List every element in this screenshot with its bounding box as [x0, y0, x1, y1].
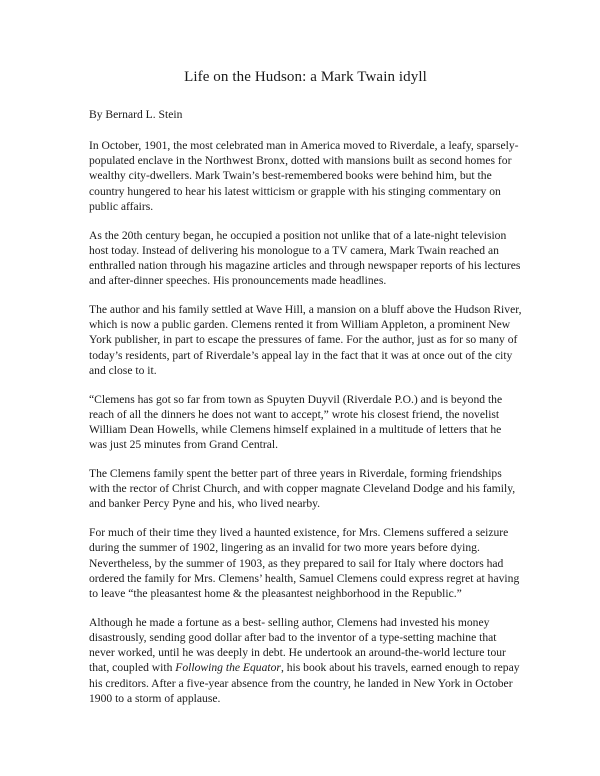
paragraph-7-text-start: Although he made a fortune as a best- selling author, Clemens had invested his money disastrously, sending good dollar after bad to the inventor of a type-setting machine that never worked, until he was deeply in debt. He undertook an around-the-world lecture tour that, coupled with [89, 615, 506, 675]
paragraph-5: The Clemens family spent the better part of three years in Riverdale, forming friendships with the rector of Christ Church, and with copper magnate Cleveland Dodge and his family, and banker Percy Pyne and his, who lived nearby. [89, 467, 516, 511]
paragraph-6: For much of their time they lived a haunted existence, for Mrs. Clemens suffered a seizure during the summer of 1902, lingering as an invalid for two more years before dying. Nevertheless, by the summer of 1903, as they prepared to sail for Italy where doctors had ordered the family for Mrs. Clemens’ health, Samuel Clemens could express regret at having to leave “the pleasantest home & the pleasantest neighborhood in the Republic.” [89, 526, 520, 601]
paragraph-2: As the 20th century began, he occupied a position not unlike that of a late-night television host today. Instead of delivering his monologue to a TV camera, Mark Twain reached an enthralled nation through his magazine articles and through newspaper reports of his lectures and after-dinner speeches. His pronouncements made headlines. [89, 228, 521, 288]
article-title: Life on the Hudson: a Mark Twain idyll [184, 69, 427, 85]
paragraph-3: The author and his family settled at Wave Hill, a mansion on a bluff above the Hudson River, which is now a public garden. Clemens rented it from William Appleton, a prominent New York publisher, in part to escape the pressures of fame. For the author, just as for so many of today’s residents, part of Riverdale’s appeal lay in the fact that it was at once out of the city and close to it. [89, 303, 522, 377]
paragraph-4: “Clemens has got so far from town as Spuyten Duyvil (Riverdale P.O.) and is beyond the reach of all the dinners he does not want to accept,” wrote his closest friend, the novelist William Dean Howells, while Clemens himself explained in a multitude of letters that he was just 25 minutes from Grand Central. [89, 392, 503, 452]
byline: By Bernard L. Stein [89, 108, 183, 121]
book-title-following-the-equator: Following the Equator [175, 661, 281, 675]
paragraph-7 [89, 615, 522, 706]
paragraph-7-text-end: , his book about his travels, earned enough to repay his creditors. After a five-year absence from the country, he landed in New York in October 1900 to a storm of applause. [89, 661, 520, 705]
paragraph-1: In October, 1901, the most celebrated man in America moved to Riverdale, a leafy, sparsely-populated enclave in the Northwest Bronx, dotted with mansions built as second homes for wealthy city-dwellers. Mark Twain’s best-remembered books were behind him, but the country hungered to hear his latest witticism or grapple with his stinging commentary on public affairs. [89, 139, 519, 213]
